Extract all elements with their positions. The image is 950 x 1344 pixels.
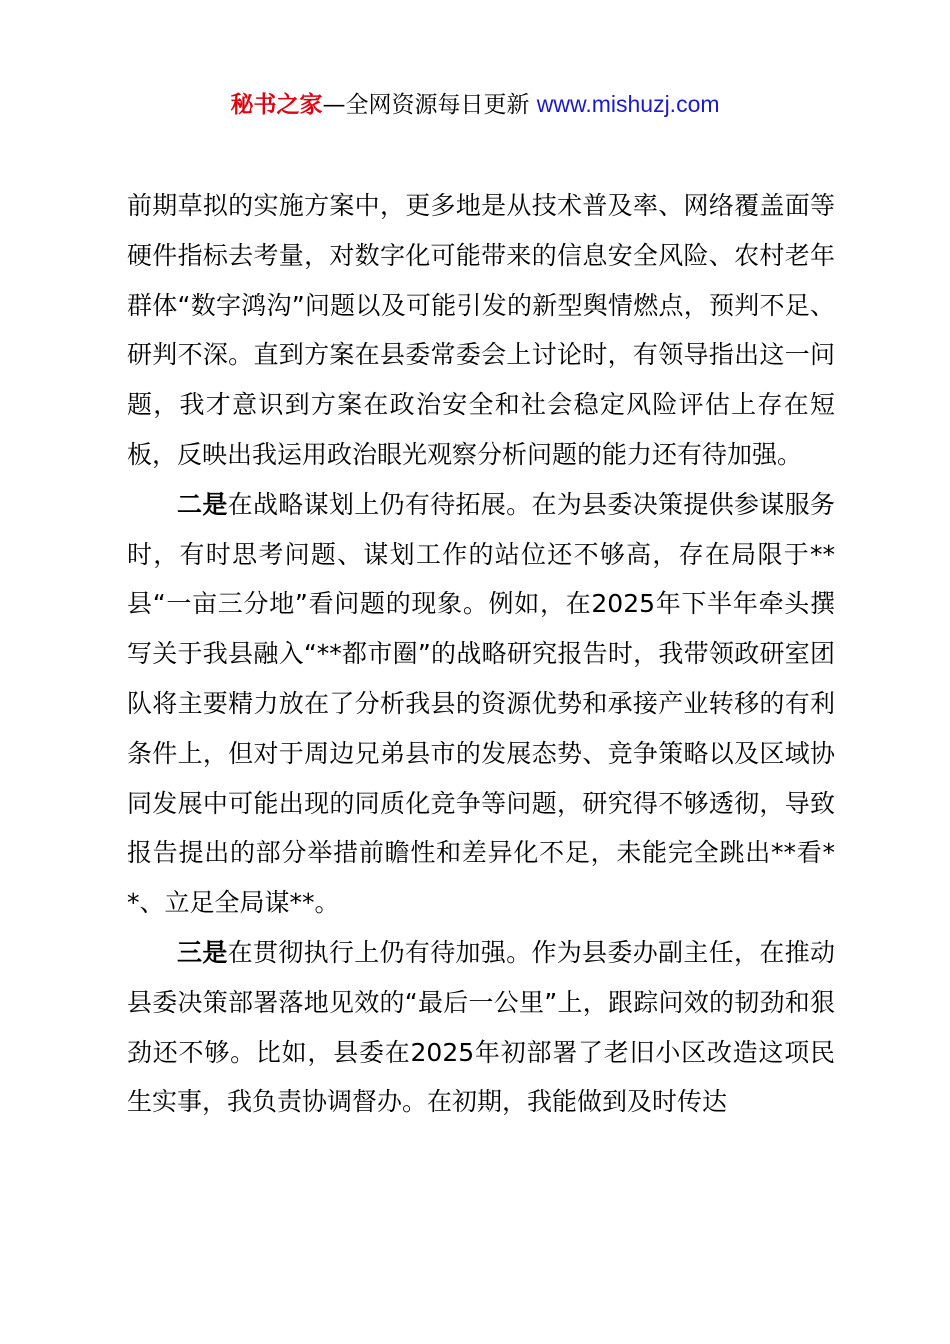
site-brand: 秘书之家 [230, 92, 323, 118]
site-url[interactable]: www.mishuzj.com [536, 91, 720, 117]
paragraph-text: 在贯彻执行上仍有待加强。作为县委办副主任，在推动县委决策部署落地见效的“最后一公里”上，跟踪问效的韧劲和狠劲还不够。比如，县委在2025年初部署了老旧小区改造这项民生实事，我负责协调督办。在初期，我能做到及时传达 [127, 937, 835, 1117]
paragraph-text: 在战略谋划上仍有待拓展。在为县委决策提供参谋服务时，有时思考问题、谋划工作的站位还不够高，存在局限于**县“一亩三分地”看问题的现象。例如，在2025年下半年牵头撰写关于我县融入“**都市圈”的战略研究报告时，我带领政研室团队将主要精力放在了分析我县的资源优势和承接产业转移的有利条件上，但对于周边兄弟县市的发展态势、竞争策略以及区域协同发展中可能出现的同质化竞争等问题，研究得不够透彻，导致报告提出的部分举措前瞻性和差异化不足，未能完全跳出**看**、立足全局谋**。 [127, 489, 835, 918]
paragraph-lead: 三是 [177, 937, 228, 967]
paragraph-point-three [127, 928, 835, 1127]
paragraph-point-two [127, 480, 835, 928]
paragraph-continuation [127, 181, 835, 480]
site-slogan: —全网资源每日更新 [322, 92, 537, 118]
page-header [0, 86, 950, 123]
paragraph-lead: 二是 [177, 489, 228, 519]
document-body [127, 181, 835, 1127]
paragraph-text: 前期草拟的实施方案中，更多地是从技术普及率、网络覆盖面等硬件指标去考量，对数字化可能带来的信息安全风险、农村老年群体“数字鸿沟”问题以及可能引发的新型舆情燃点，预判不足、研判不深。直到方案在县委常委会上讨论时，有领导指出这一问题，我才意识到方案在政治安全和社会稳定风险评估上存在短板，反映出我运用政治眼光观察分析问题的能力还有待加强。 [127, 191, 835, 469]
